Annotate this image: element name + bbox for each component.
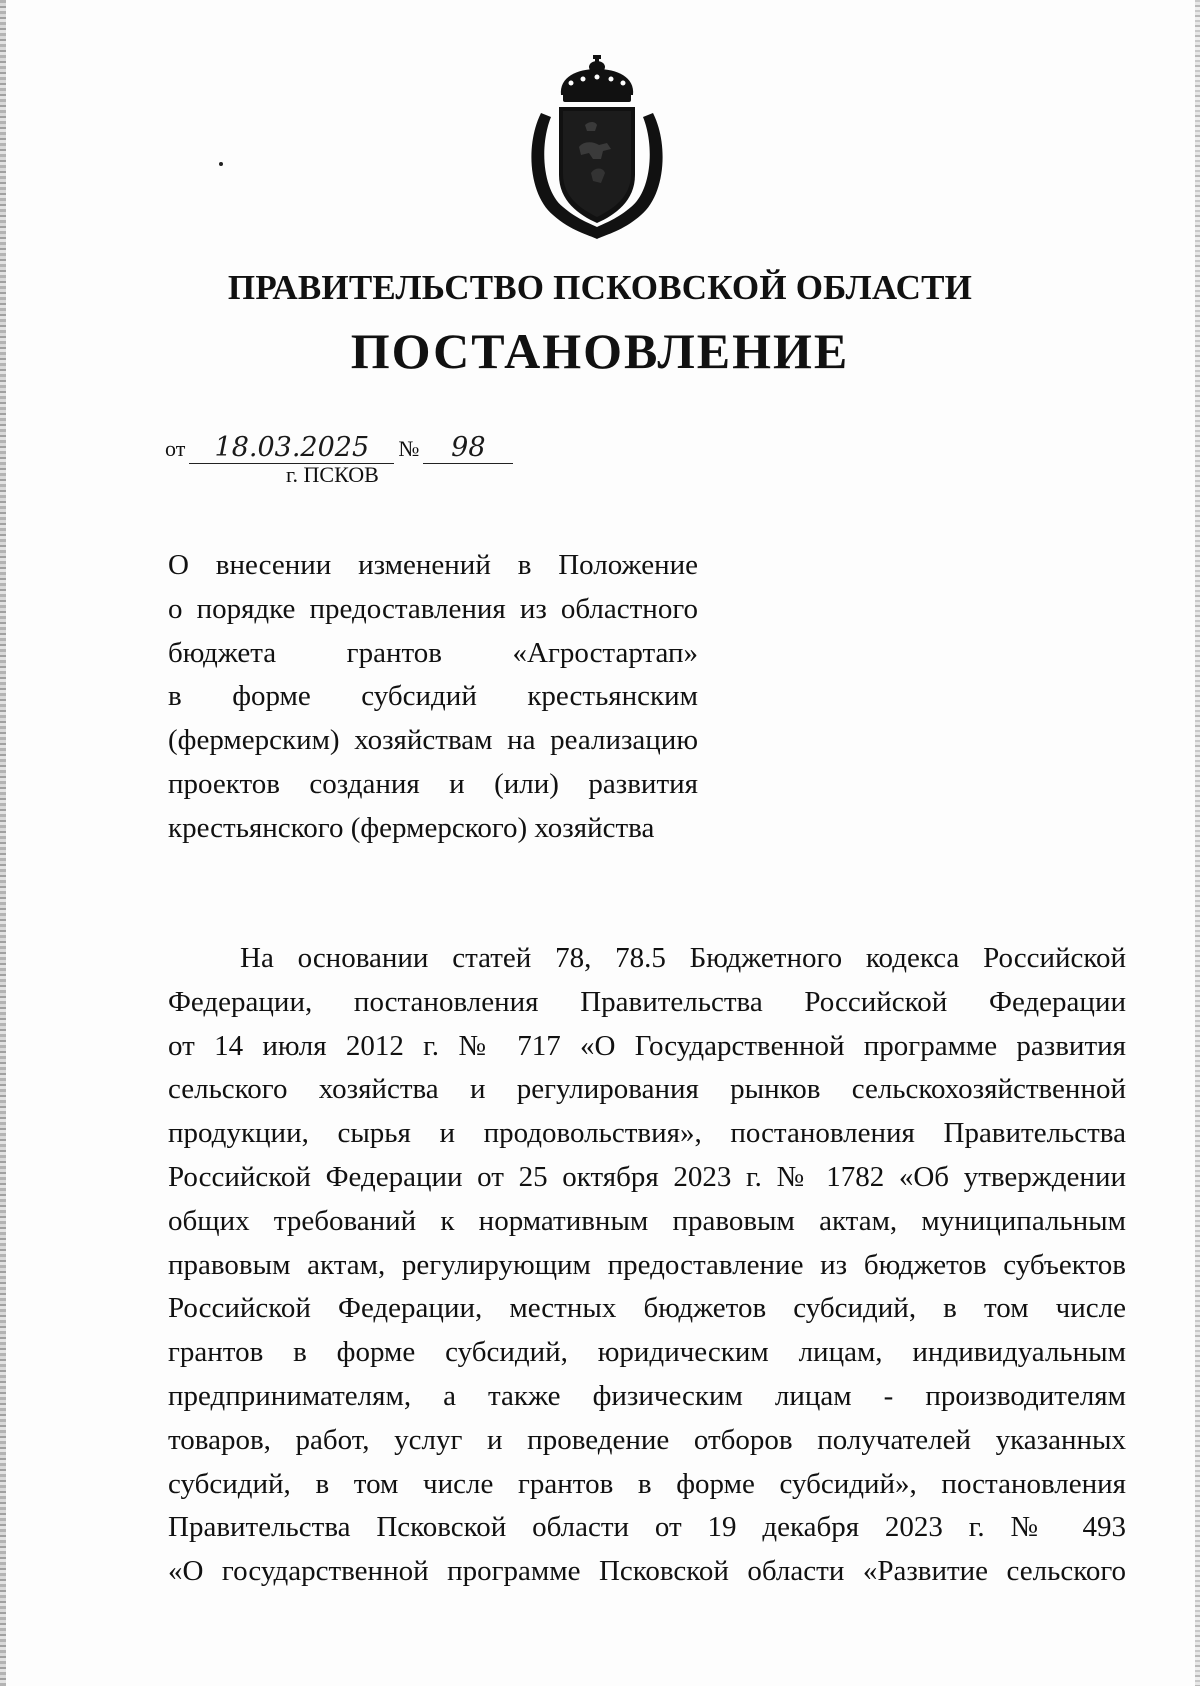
body-line: «О государственной программе Псковской области «Развитие сельского [168, 1555, 1126, 1588]
date-number-line [165, 433, 513, 464]
date-prefix: от [165, 436, 186, 461]
body-line: от 14 июля 2012 г. № 717 «О Государственной программе развития [168, 1029, 1126, 1062]
subject-line: в форме субсидий крестьянским [168, 680, 698, 713]
body-line: сельского хозяйства и регулирования рынков сельскохозяйственной [168, 1073, 1126, 1106]
issuing-organization: ПРАВИТЕЛЬСТВО ПСКОВСКОЙ ОБЛАСТИ [227, 268, 973, 307]
body-line: Российской Федерации, местных бюджетов субсидий, в том числе [168, 1292, 1126, 1325]
body-line: субсидий, в том числе грантов в форме субсидий», постановления [168, 1467, 1126, 1500]
subject-line: бюджета грантов «Агростартап» [168, 636, 698, 669]
subject-line: проектов создания и (или) развития [168, 767, 698, 800]
body-line: правовым актам, регулирующим предоставление из бюджетов субъектов [168, 1248, 1126, 1281]
body-line: грантов в форме субсидий, юридическим лицам, индивидуальным [168, 1336, 1126, 1369]
body-line: Правительства Псковской области от 19 декабря 2023 г. № 493 [168, 1511, 1126, 1544]
number-prefix: № [398, 436, 420, 461]
subject-line: О внесении изменений в Положение [168, 549, 698, 581]
handwritten-date: 18.03.2025 [189, 433, 394, 464]
scan-edge-right [1195, 0, 1200, 1686]
city-label: г. ПСКОВ [286, 462, 379, 487]
document-body [168, 937, 1126, 1594]
pskov-coat-of-arms-icon [523, 55, 671, 240]
scan-edge-left [0, 0, 6, 1686]
body-line: общих требований к нормативным правовым актам, муниципальным [168, 1204, 1126, 1237]
handwritten-number: 98 [423, 433, 513, 464]
subject-line: о порядке предоставления из областного [168, 592, 698, 625]
document-subject [168, 544, 698, 851]
subject-line: крестьянского (фермерского) хозяйства [168, 811, 655, 844]
body-line: Российской Федерации от 25 октября 2023 г. № 1782 «Об утверждении [168, 1160, 1126, 1193]
body-line: товаров, работ, услуг и проведение отборов получателей указанных [168, 1423, 1126, 1456]
subject-line: (фермерским) хозяйствам на реализацию [168, 724, 698, 757]
body-line: продукции, сырья и продовольствия», постановления Правительства [168, 1117, 1126, 1150]
scan-speck [219, 162, 223, 166]
body-line: предпринимателям, а также физическим лицам - производителям [168, 1379, 1126, 1412]
body-line: На основании статей 78, 78.5 Бюджетного кодекса Российской [240, 942, 1126, 974]
document-type-title: ПОСТАНОВЛЕНИЕ [350, 323, 850, 379]
body-line: Федерации, постановления Правительства Российской Федерации [168, 985, 1126, 1018]
